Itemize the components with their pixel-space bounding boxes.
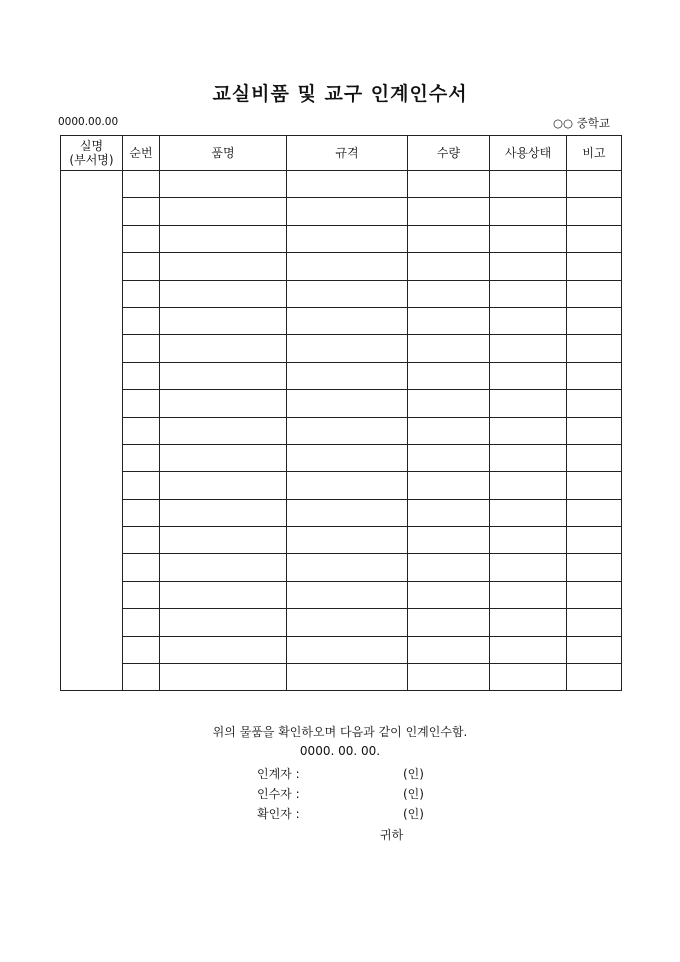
condition-cell[interactable] (490, 636, 567, 663)
table-row (61, 636, 622, 663)
handover-table (60, 135, 622, 691)
table-row (61, 225, 622, 252)
remarks-cell[interactable] (567, 280, 622, 307)
seq-cell[interactable] (123, 417, 160, 444)
signer-role-handover: 인계자 : (257, 767, 300, 781)
handover-date: 0000. 00. 00. (299, 744, 381, 758)
spec-cell[interactable] (287, 362, 408, 389)
spec-cell[interactable] (287, 444, 408, 471)
remarks-cell[interactable] (567, 198, 622, 225)
table-header-row (61, 136, 622, 171)
remarks-cell[interactable] (567, 335, 622, 362)
seq-cell[interactable] (123, 253, 160, 280)
quantity-cell[interactable] (408, 636, 490, 663)
table-row (61, 171, 622, 198)
table-row (61, 390, 622, 417)
quantity-cell[interactable] (408, 472, 490, 499)
condition-cell[interactable] (490, 554, 567, 581)
item-name-cell[interactable] (160, 335, 287, 362)
item-name-cell[interactable] (160, 581, 287, 608)
spec-cell[interactable] (287, 198, 408, 225)
table-row (61, 527, 622, 554)
seq-cell[interactable] (123, 527, 160, 554)
seq-cell[interactable] (123, 390, 160, 417)
document-title: 교실비품 및 교구 인계인수서 (212, 83, 468, 105)
signer-role-confirmer: 확인자 : (257, 807, 300, 821)
header-condition: 사용상태 (490, 136, 567, 171)
table-row (61, 362, 622, 389)
spec-cell[interactable] (287, 390, 408, 417)
condition-cell[interactable] (490, 581, 567, 608)
item-name-cell[interactable] (160, 417, 287, 444)
condition-cell[interactable] (490, 417, 567, 444)
remarks-cell[interactable] (567, 636, 622, 663)
condition-cell[interactable] (490, 664, 567, 691)
table-row (61, 335, 622, 362)
condition-cell[interactable] (490, 253, 567, 280)
item-name-cell[interactable] (160, 554, 287, 581)
seq-cell[interactable] (123, 280, 160, 307)
condition-cell[interactable] (490, 198, 567, 225)
condition-cell[interactable] (490, 280, 567, 307)
seq-cell[interactable] (123, 444, 160, 471)
item-name-cell[interactable] (160, 636, 287, 663)
confirmation-statement: 위의 물품을 확인하오며 다음과 같이 인계인수함. (212, 725, 468, 739)
remarks-cell[interactable] (567, 527, 622, 554)
quantity-cell[interactable] (408, 527, 490, 554)
item-name-cell[interactable] (160, 499, 287, 526)
quantity-cell[interactable] (408, 362, 490, 389)
quantity-cell[interactable] (408, 335, 490, 362)
quantity-cell[interactable] (408, 444, 490, 471)
quantity-cell[interactable] (408, 554, 490, 581)
remarks-cell[interactable] (567, 417, 622, 444)
remarks-cell[interactable] (567, 225, 622, 252)
signer-seal-handover: (인) (403, 767, 424, 781)
remarks-cell[interactable] (567, 444, 622, 471)
condition-cell[interactable] (490, 171, 567, 198)
condition-cell[interactable] (490, 335, 567, 362)
spec-cell[interactable] (287, 417, 408, 444)
seq-cell[interactable] (123, 499, 160, 526)
table-row (61, 609, 622, 636)
condition-cell[interactable] (490, 499, 567, 526)
item-name-cell[interactable] (160, 362, 287, 389)
item-name-cell[interactable] (160, 198, 287, 225)
spec-cell[interactable] (287, 225, 408, 252)
condition-cell[interactable] (490, 307, 567, 334)
remarks-cell[interactable] (567, 581, 622, 608)
spec-cell[interactable] (287, 609, 408, 636)
school-name: ○○ 중학교 (552, 116, 610, 130)
item-name-cell[interactable] (160, 225, 287, 252)
table-row (61, 581, 622, 608)
condition-cell[interactable] (490, 362, 567, 389)
remarks-cell[interactable] (567, 307, 622, 334)
quantity-cell[interactable] (408, 198, 490, 225)
item-name-cell[interactable] (160, 171, 287, 198)
quantity-cell[interactable] (408, 225, 490, 252)
quantity-cell[interactable] (408, 253, 490, 280)
table-row (61, 198, 622, 225)
remarks-cell[interactable] (567, 253, 622, 280)
document-number: 0000.00.00 (58, 116, 119, 128)
remarks-cell[interactable] (567, 390, 622, 417)
closing-addressee: 귀하 (380, 828, 404, 842)
spec-cell[interactable] (287, 554, 408, 581)
item-name-cell[interactable] (160, 664, 287, 691)
seq-cell[interactable] (123, 472, 160, 499)
table-row (61, 499, 622, 526)
item-name-cell[interactable] (160, 527, 287, 554)
table-row (61, 664, 622, 691)
item-name-cell[interactable] (160, 307, 287, 334)
condition-cell[interactable] (490, 225, 567, 252)
seq-cell[interactable] (123, 171, 160, 198)
quantity-cell[interactable] (408, 171, 490, 198)
seq-cell[interactable] (123, 664, 160, 691)
spec-cell[interactable] (287, 253, 408, 280)
spec-cell[interactable] (287, 527, 408, 554)
signer-role-receiver: 인수자 : (257, 787, 300, 801)
header-remarks: 비고 (567, 136, 622, 171)
quantity-cell[interactable] (408, 499, 490, 526)
item-name-cell[interactable] (160, 444, 287, 471)
condition-cell[interactable] (490, 527, 567, 554)
seq-cell[interactable] (123, 554, 160, 581)
remarks-cell[interactable] (567, 609, 622, 636)
signer-seal-confirmer: (인) (403, 807, 424, 821)
spec-cell[interactable] (287, 581, 408, 608)
header-room-name: 실명 (부서명) (61, 136, 123, 171)
condition-cell[interactable] (490, 609, 567, 636)
seq-cell[interactable] (123, 335, 160, 362)
spec-cell[interactable] (287, 472, 408, 499)
seq-cell[interactable] (123, 636, 160, 663)
item-name-cell[interactable] (160, 280, 287, 307)
item-name-cell[interactable] (160, 390, 287, 417)
remarks-cell[interactable] (567, 362, 622, 389)
seq-cell[interactable] (123, 198, 160, 225)
remarks-cell[interactable] (567, 499, 622, 526)
spec-cell[interactable] (287, 499, 408, 526)
quantity-cell[interactable] (408, 609, 490, 636)
seq-cell[interactable] (123, 581, 160, 608)
spec-cell[interactable] (287, 335, 408, 362)
quantity-cell[interactable] (408, 417, 490, 444)
quantity-cell[interactable] (408, 581, 490, 608)
spec-cell[interactable] (287, 636, 408, 663)
seq-cell[interactable] (123, 225, 160, 252)
spec-cell[interactable] (287, 280, 408, 307)
item-name-cell[interactable] (160, 472, 287, 499)
seq-cell[interactable] (123, 307, 160, 334)
item-name-cell[interactable] (160, 253, 287, 280)
item-name-cell[interactable] (160, 609, 287, 636)
remarks-cell[interactable] (567, 171, 622, 198)
header-item-name: 품명 (160, 136, 287, 171)
table-row (61, 280, 622, 307)
table-row (61, 472, 622, 499)
table-row (61, 444, 622, 471)
room-name-cell[interactable] (61, 171, 123, 691)
table-row (61, 253, 622, 280)
table-row (61, 417, 622, 444)
seq-cell[interactable] (123, 609, 160, 636)
remarks-cell[interactable] (567, 664, 622, 691)
header-spec: 규격 (287, 136, 408, 171)
signer-seal-receiver: (인) (403, 787, 424, 801)
quantity-cell[interactable] (408, 390, 490, 417)
header-quantity: 수량 (408, 136, 490, 171)
remarks-cell[interactable] (567, 554, 622, 581)
quantity-cell[interactable] (408, 280, 490, 307)
quantity-cell[interactable] (408, 307, 490, 334)
condition-cell[interactable] (490, 472, 567, 499)
table-row (61, 307, 622, 334)
seq-cell[interactable] (123, 362, 160, 389)
condition-cell[interactable] (490, 390, 567, 417)
header-seq: 순번 (123, 136, 160, 171)
spec-cell[interactable] (287, 307, 408, 334)
remarks-cell[interactable] (567, 472, 622, 499)
spec-cell[interactable] (287, 664, 408, 691)
condition-cell[interactable] (490, 444, 567, 471)
spec-cell[interactable] (287, 171, 408, 198)
quantity-cell[interactable] (408, 664, 490, 691)
table-row (61, 554, 622, 581)
